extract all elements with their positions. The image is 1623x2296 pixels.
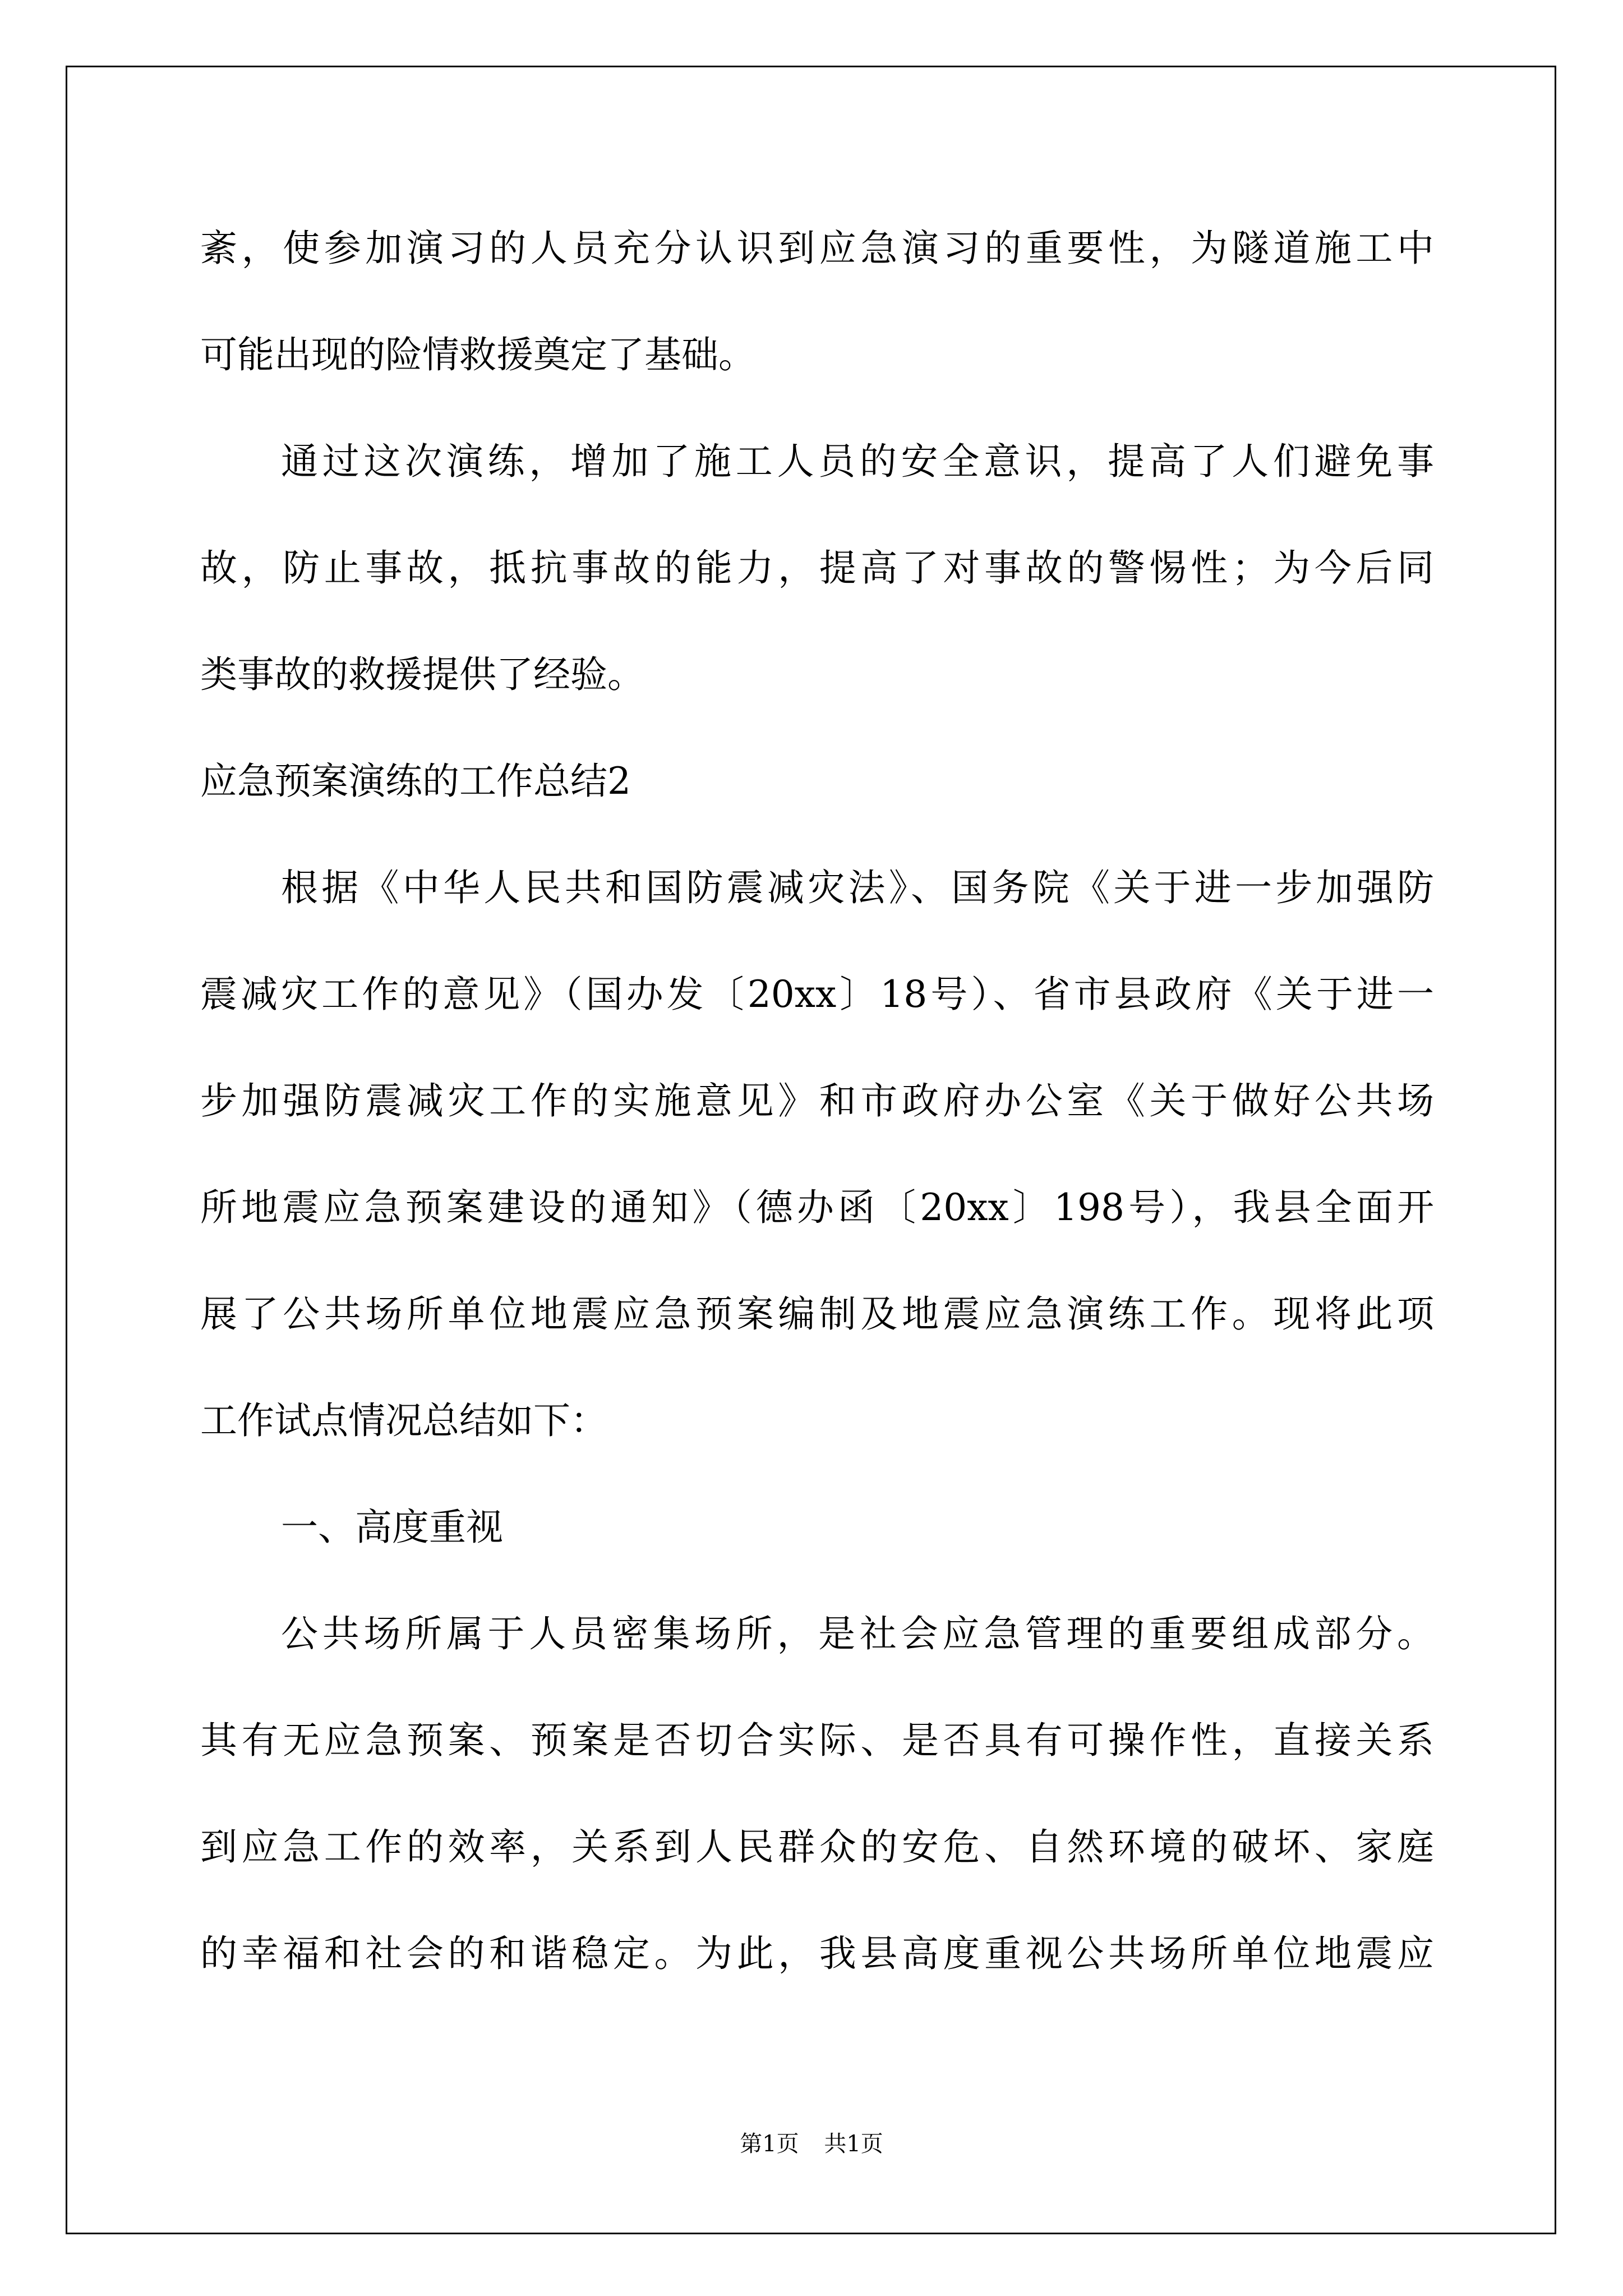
body-line: 震减灾工作的意见》（国办发〔20xx〕18号）、省市县政府《关于进一 xyxy=(200,973,1434,1016)
body-line: 其有无应急预案、预案是否切合实际、是否具有可操作性，直接关系 xyxy=(200,1719,1434,1762)
body-line: 所地震应急预案建设的通知》（德办函〔20xx〕198号），我县全面开 xyxy=(200,1186,1434,1229)
body-line: 可能出现的险情救援奠定了基础。 xyxy=(200,333,755,376)
body-line: 公共场所属于人员密集场所，是社会应急管理的重要组成部分。 xyxy=(281,1612,1434,1655)
body-line: 类事故的救援提供了经验。 xyxy=(200,653,644,696)
body-line: 根据《中华人民共和国防震减灾法》、国务院《关于进一步加强防 xyxy=(281,866,1434,909)
body-line: 到应急工作的效率，关系到人民群众的安危、自然环境的破坏、家庭 xyxy=(200,1825,1434,1869)
body-line: 通过这次演练，增加了施工人员的安全意识，提高了人们避免事 xyxy=(281,440,1434,483)
body-line: 紊，使参加演习的人员充分认识到应急演习的重要性，为隧道施工中 xyxy=(200,227,1434,270)
page-footer: 第1页 共1页 xyxy=(740,2131,883,2157)
body-line: 的幸福和社会的和谐稳定。为此，我县高度重视公共场所单位地震应 xyxy=(200,1932,1434,1975)
body-line: 步加强防震减灾工作的实施意见》和市政府办公室《关于做好公共场 xyxy=(200,1079,1434,1122)
body-line: 展了公共场所单位地震应急预案编制及地震应急演练工作。现将此项 xyxy=(200,1292,1434,1336)
subsection-heading: 一、高度重视 xyxy=(281,1506,503,1549)
body-line: 工作试点情况总结如下： xyxy=(200,1399,607,1442)
body-line: 故，防止事故，抵抗事故的能力，提高了对事故的警惕性；为今后同 xyxy=(200,546,1434,590)
section-heading: 应急预案演练的工作总结2 xyxy=(200,760,631,803)
